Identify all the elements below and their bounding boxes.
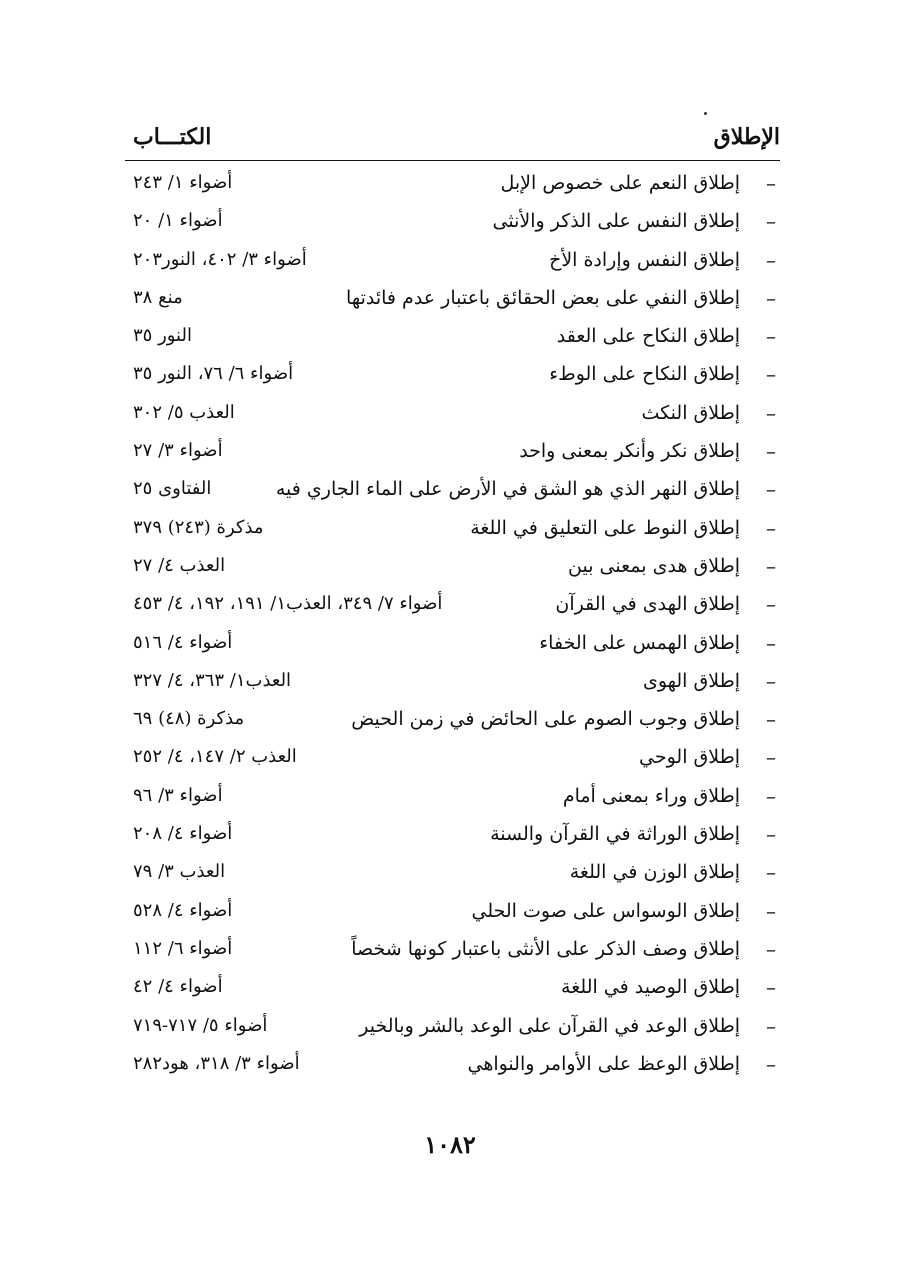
entry-reference: منع ٣٨ <box>133 286 183 308</box>
entry-reference: مذكرة (٤٨) ٦٩ <box>133 708 245 730</box>
entry-reference: أضواء ١/ ٢٠ <box>133 210 223 232</box>
entry-term: إطلاق الهمس على الخفاء <box>539 631 740 654</box>
entry-reference: أضواء ٥/ ٧١٧-٧١٩ <box>133 1014 268 1036</box>
entry-term: إطلاق النعم على خصوص الإبل <box>500 172 740 194</box>
index-entry <box>125 547 780 585</box>
index-entry <box>125 624 780 662</box>
entry-dash: – <box>766 324 776 349</box>
book-title: الكتـــاب <box>133 124 212 150</box>
index-entry <box>125 241 780 279</box>
entry-dash: – <box>766 285 776 310</box>
ink-dot <box>704 112 707 115</box>
entry-term: إطلاق الوصيد في اللغة <box>561 976 740 999</box>
index-entry <box>125 164 780 202</box>
index-entry <box>125 470 780 508</box>
entry-dash: – <box>766 860 776 885</box>
entry-reference: أضواء ٣/ ٩٦ <box>133 784 223 806</box>
entry-term: إطلاق الوسواس على صوت الحلي <box>471 899 740 922</box>
index-entry <box>125 815 780 853</box>
entry-dash: – <box>766 1051 776 1076</box>
index-entry <box>125 355 780 393</box>
entry-term: إطلاق الوراثة في القرآن والسنة <box>490 823 740 846</box>
index-entry <box>125 279 780 317</box>
entry-term: إطلاق هدى بمعنى بين <box>568 554 740 577</box>
entry-term: إطلاق الوزن في اللغة <box>569 861 740 884</box>
entry-dash: – <box>766 822 776 847</box>
entry-reference: العذب ٣/ ٧٩ <box>133 861 226 883</box>
entry-dash: – <box>766 439 776 464</box>
index-entry <box>125 738 780 776</box>
entry-reference: أضواء ٤/ ٥١٦ <box>133 631 233 653</box>
index-entry <box>125 968 780 1006</box>
entry-term: إطلاق نكر وأنكر بمعنى واحد <box>519 440 740 463</box>
entry-dash: – <box>766 362 776 387</box>
entry-dash: – <box>766 477 776 502</box>
index-entry <box>125 202 780 240</box>
entry-dash: – <box>766 783 776 808</box>
entry-term: إطلاق وصف الذكر على الأنثى باعتبار كونها شخصاً <box>351 937 740 960</box>
entry-reference: العذب ٥/ ٣٠٢ <box>133 401 235 423</box>
entry-term: إطلاق النفس على الذكر والأنثى <box>492 210 740 233</box>
entry-dash: – <box>766 515 776 540</box>
entry-reference: أضواء ٤/ ٢٠٨ <box>133 823 233 845</box>
entry-term: إطلاق النكث <box>641 401 740 424</box>
index-entry <box>125 317 780 355</box>
entry-reference: أضواء ٦/ ٧٦، النور ٣٥ <box>133 363 294 385</box>
entry-dash: – <box>766 936 776 961</box>
index-entry <box>125 853 780 891</box>
entry-term: إطلاق النهر الذي هو الشق في الأرض على الماء الجاري فيه <box>275 478 740 501</box>
index-entry <box>125 1007 780 1045</box>
index-entry <box>125 700 780 738</box>
entry-dash: – <box>766 668 776 693</box>
entry-reference: أضواء ٤/ ٥٢٨ <box>133 899 233 921</box>
entry-dash: – <box>766 553 776 578</box>
entry-dash: – <box>766 400 776 425</box>
entry-reference: النور ٣٥ <box>133 325 192 347</box>
entry-dash: – <box>766 209 776 234</box>
entry-reference: العذب ٤/ ٢٧ <box>133 554 226 576</box>
index-entry <box>125 432 780 470</box>
entry-term: إطلاق النفي على بعض الحقائق باعتبار عدم فائدتها <box>346 286 740 309</box>
page-header <box>125 124 780 160</box>
index-list <box>125 164 780 1083</box>
entry-dash: – <box>766 975 776 1000</box>
section-title: الإطلاق <box>713 124 780 150</box>
entry-dash: – <box>766 707 776 732</box>
entry-reference: أضواء ١/ ٢٤٣ <box>133 172 233 193</box>
entry-reference: الفتاوى ٢٥ <box>133 478 212 500</box>
index-entry <box>125 777 780 815</box>
entry-reference: أضواء ٧/ ٣٤٩، العذب١/ ١٩١، ١٩٢، ٤/ ٤٥٣ <box>133 593 443 615</box>
entry-term: إطلاق الهدى في القرآن <box>555 593 740 616</box>
header-divider <box>125 160 780 161</box>
entry-dash: – <box>766 247 776 272</box>
entry-term: إطلاق الوعظ على الأوامر والنواهي <box>467 1052 740 1075</box>
index-entry <box>125 509 780 547</box>
entry-dash: – <box>766 630 776 655</box>
entry-term: إطلاق وراء بمعنى أمام <box>562 784 740 807</box>
entry-reference: أضواء ٣/ ٤٠٢، النور٢٠٣ <box>133 248 307 270</box>
entry-term: إطلاق الوحي <box>639 746 740 769</box>
entry-reference: العذب١/ ٣٦٣، ٤/ ٣٢٧ <box>133 669 292 691</box>
entry-term: إطلاق وجوب الصوم على الحائض في زمن الحيض <box>351 708 740 731</box>
entry-reference: مذكرة (٢٤٣) ٣٧٩ <box>133 516 264 538</box>
entry-term: إطلاق الوعد في القرآن على الوعد بالشر وبالخير <box>359 1014 740 1037</box>
entry-dash: – <box>766 1013 776 1038</box>
entry-reference: العذب ٢/ ١٤٧، ٤/ ٢٥٢ <box>133 746 297 768</box>
entry-dash: – <box>766 592 776 617</box>
entry-term: إطلاق الهوى <box>642 669 740 692</box>
index-entry <box>125 662 780 700</box>
index-entry <box>125 930 780 968</box>
entry-reference: أضواء ٦/ ١١٢ <box>133 937 233 959</box>
entry-dash: – <box>766 898 776 923</box>
entry-term: إطلاق النوط على التعليق في اللغة <box>470 516 740 539</box>
index-entry <box>125 394 780 432</box>
entry-term: إطلاق النفس وإرادة الأخ <box>549 248 740 271</box>
index-entry <box>125 892 780 930</box>
page-number: ١٠٨٢ <box>424 1130 476 1159</box>
entry-dash: – <box>766 745 776 770</box>
entry-reference: أضواء ٣/ ٣١٨، هود٢٨٢ <box>133 1052 300 1074</box>
entry-term: إطلاق النكاح على الوطء <box>549 363 740 386</box>
index-entry <box>125 585 780 623</box>
entry-reference: أضواء ٣/ ٢٧ <box>133 440 223 462</box>
entry-reference: أضواء ٤/ ٤٢ <box>133 976 223 998</box>
index-entry <box>125 1045 780 1083</box>
entry-dash: – <box>766 171 776 195</box>
entry-term: إطلاق النكاح على العقد <box>556 325 740 348</box>
